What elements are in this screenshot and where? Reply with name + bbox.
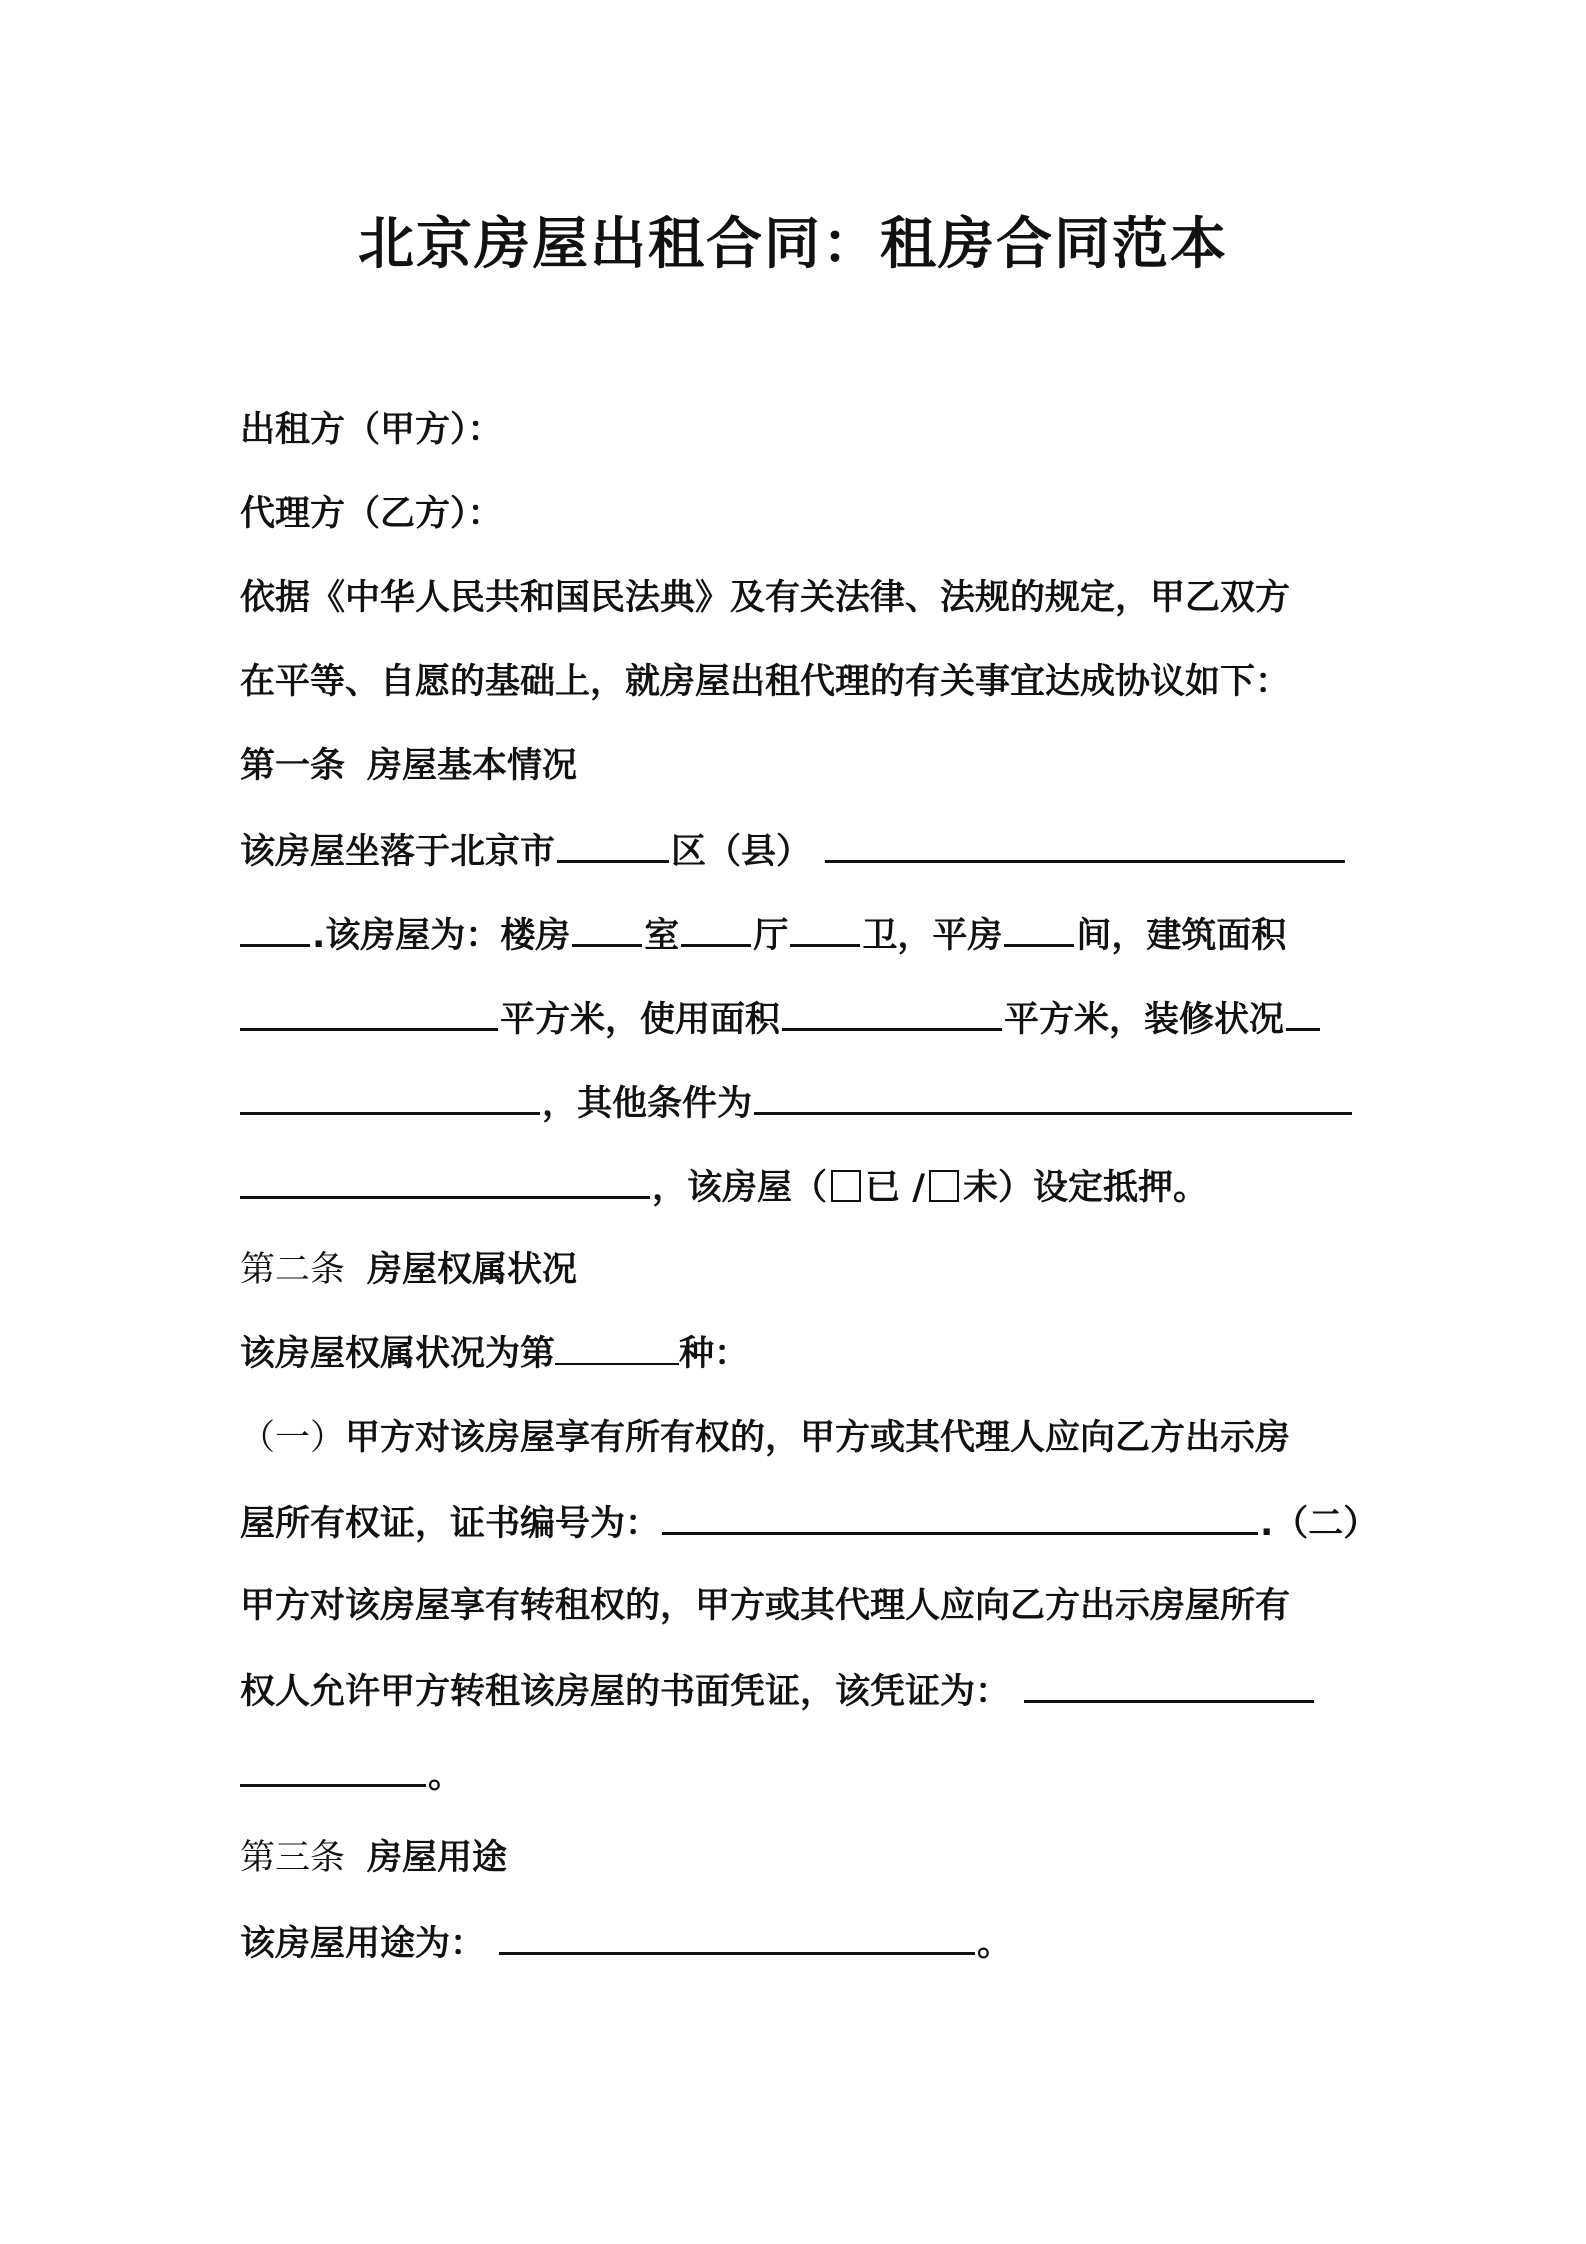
certificate-number-blank[interactable]: [662, 1480, 1258, 1535]
layout-line: [240, 892, 1350, 976]
mortgage-label: ，该房屋（: [652, 1168, 828, 1208]
location-line: [240, 808, 1350, 892]
location-label: 该房屋坐落于北京市: [240, 832, 556, 872]
rooms-label: 室: [644, 916, 680, 956]
usage-line: [240, 1900, 1350, 1984]
conditions-label: ，其他条件为: [542, 1084, 753, 1124]
floor-area-blank[interactable]: [240, 976, 498, 1031]
mortgaged-checkbox[interactable]: [831, 1170, 861, 1202]
sublease-proof-blank[interactable]: [1024, 1648, 1314, 1703]
ownership-type-suffix: 种：: [679, 1334, 750, 1374]
baths-label: 卫，平房: [862, 916, 1003, 956]
halls-label: 厅: [753, 916, 789, 956]
sublease-clause-line-1: [240, 1564, 1350, 1648]
lessor-line: [240, 388, 1350, 472]
area-line: [240, 976, 1350, 1060]
conditions-blank-cont[interactable]: [240, 1144, 650, 1199]
ownership-clause-line-2: [240, 1480, 1379, 1564]
document-title: 北京房屋出租合同：租房合同范本: [358, 212, 1228, 277]
not-mortgaged-checkbox[interactable]: [929, 1170, 959, 1202]
certificate-label: 屋所有权证，证书编号为：: [240, 1504, 661, 1544]
lessor-label: 出租方（甲方）：: [240, 410, 503, 450]
usable-area-label: 平方米，使用面积: [500, 1000, 781, 1040]
clause-1-text: 甲方对该房屋享有所有权的，甲方或其代理人应向乙方出示房: [345, 1418, 1291, 1458]
article-2-title: 房屋权属状况: [367, 1250, 578, 1290]
usage-label: 该房屋用途为：: [240, 1924, 486, 1964]
floor-area-label: 间，建筑面积: [1076, 916, 1287, 956]
baths-blank[interactable]: [790, 892, 860, 947]
article-2-heading: [240, 1228, 1350, 1312]
decoration-label: 平方米，装修状况: [1004, 1000, 1285, 1040]
sublease-text-2: 权人允许甲方转租该房屋的书面凭证，该凭证为：: [240, 1672, 1011, 1712]
clause-1-marker: （一）: [240, 1418, 346, 1458]
article-1-number: 第一条: [240, 746, 346, 786]
sublease-end: 。: [428, 1756, 464, 1796]
decoration-blank[interactable]: [1286, 976, 1320, 1031]
mortgaged-label: 已 /: [865, 1168, 925, 1208]
article-2-number: 第二条: [240, 1250, 346, 1290]
ownership-type-blank[interactable]: [555, 1319, 679, 1365]
ownership-type-label: 该房屋权属状况为第: [240, 1334, 556, 1374]
address-blank[interactable]: [825, 808, 1345, 863]
agent-line: [240, 472, 1350, 556]
rooms-blank[interactable]: [572, 892, 642, 947]
conditions-line: [240, 1060, 1350, 1144]
ownership-type-line: [240, 1312, 1350, 1396]
agent-label: 代理方（乙方）：: [240, 494, 503, 534]
sublease-clause-line-3: [240, 1732, 1350, 1816]
preamble-text-1: 依据《中华人民共和国民法典》及有关法律、法规的规定，甲乙双方: [240, 578, 1291, 618]
article-1-heading: [240, 724, 1350, 808]
bungalow-rooms-blank[interactable]: [1004, 892, 1074, 947]
sublease-proof-blank-cont[interactable]: [240, 1732, 426, 1787]
mortgage-line: [240, 1144, 1350, 1228]
usable-area-blank[interactable]: [782, 976, 1002, 1031]
halls-blank[interactable]: [681, 892, 751, 947]
preamble-line-2: [240, 640, 1350, 724]
usage-end: 。: [977, 1924, 1013, 1964]
preamble-text-2: 在平等、自愿的基础上，就房屋出租代理的有关事宜达成协议如下：: [240, 662, 1291, 702]
decoration-blank-cont[interactable]: [240, 1060, 540, 1115]
article-3-number: 第三条: [240, 1838, 346, 1878]
district-blank[interactable]: [557, 808, 669, 863]
conditions-blank[interactable]: [754, 1060, 1352, 1115]
clause-2-marker: .（二）: [1260, 1504, 1379, 1544]
district-label: 区（县）: [671, 832, 812, 872]
article-3-title: 房屋用途: [367, 1838, 508, 1878]
article-1-title: 房屋基本情况: [367, 746, 578, 786]
usage-blank[interactable]: [499, 1900, 975, 1955]
ownership-clause-line-1: [240, 1396, 1350, 1480]
building-label: .该房屋为：楼房: [312, 916, 571, 956]
article-3-heading: [240, 1816, 1350, 1900]
address-blank-cont[interactable]: [240, 892, 310, 947]
sublease-clause-line-2: [240, 1648, 1350, 1732]
sublease-text-1: 甲方对该房屋享有转租权的，甲方或其代理人应向乙方出示房屋所有: [240, 1586, 1291, 1626]
mortgage-end-label: 未）设定抵押。: [962, 1168, 1208, 1208]
preamble-line-1: [240, 556, 1350, 640]
